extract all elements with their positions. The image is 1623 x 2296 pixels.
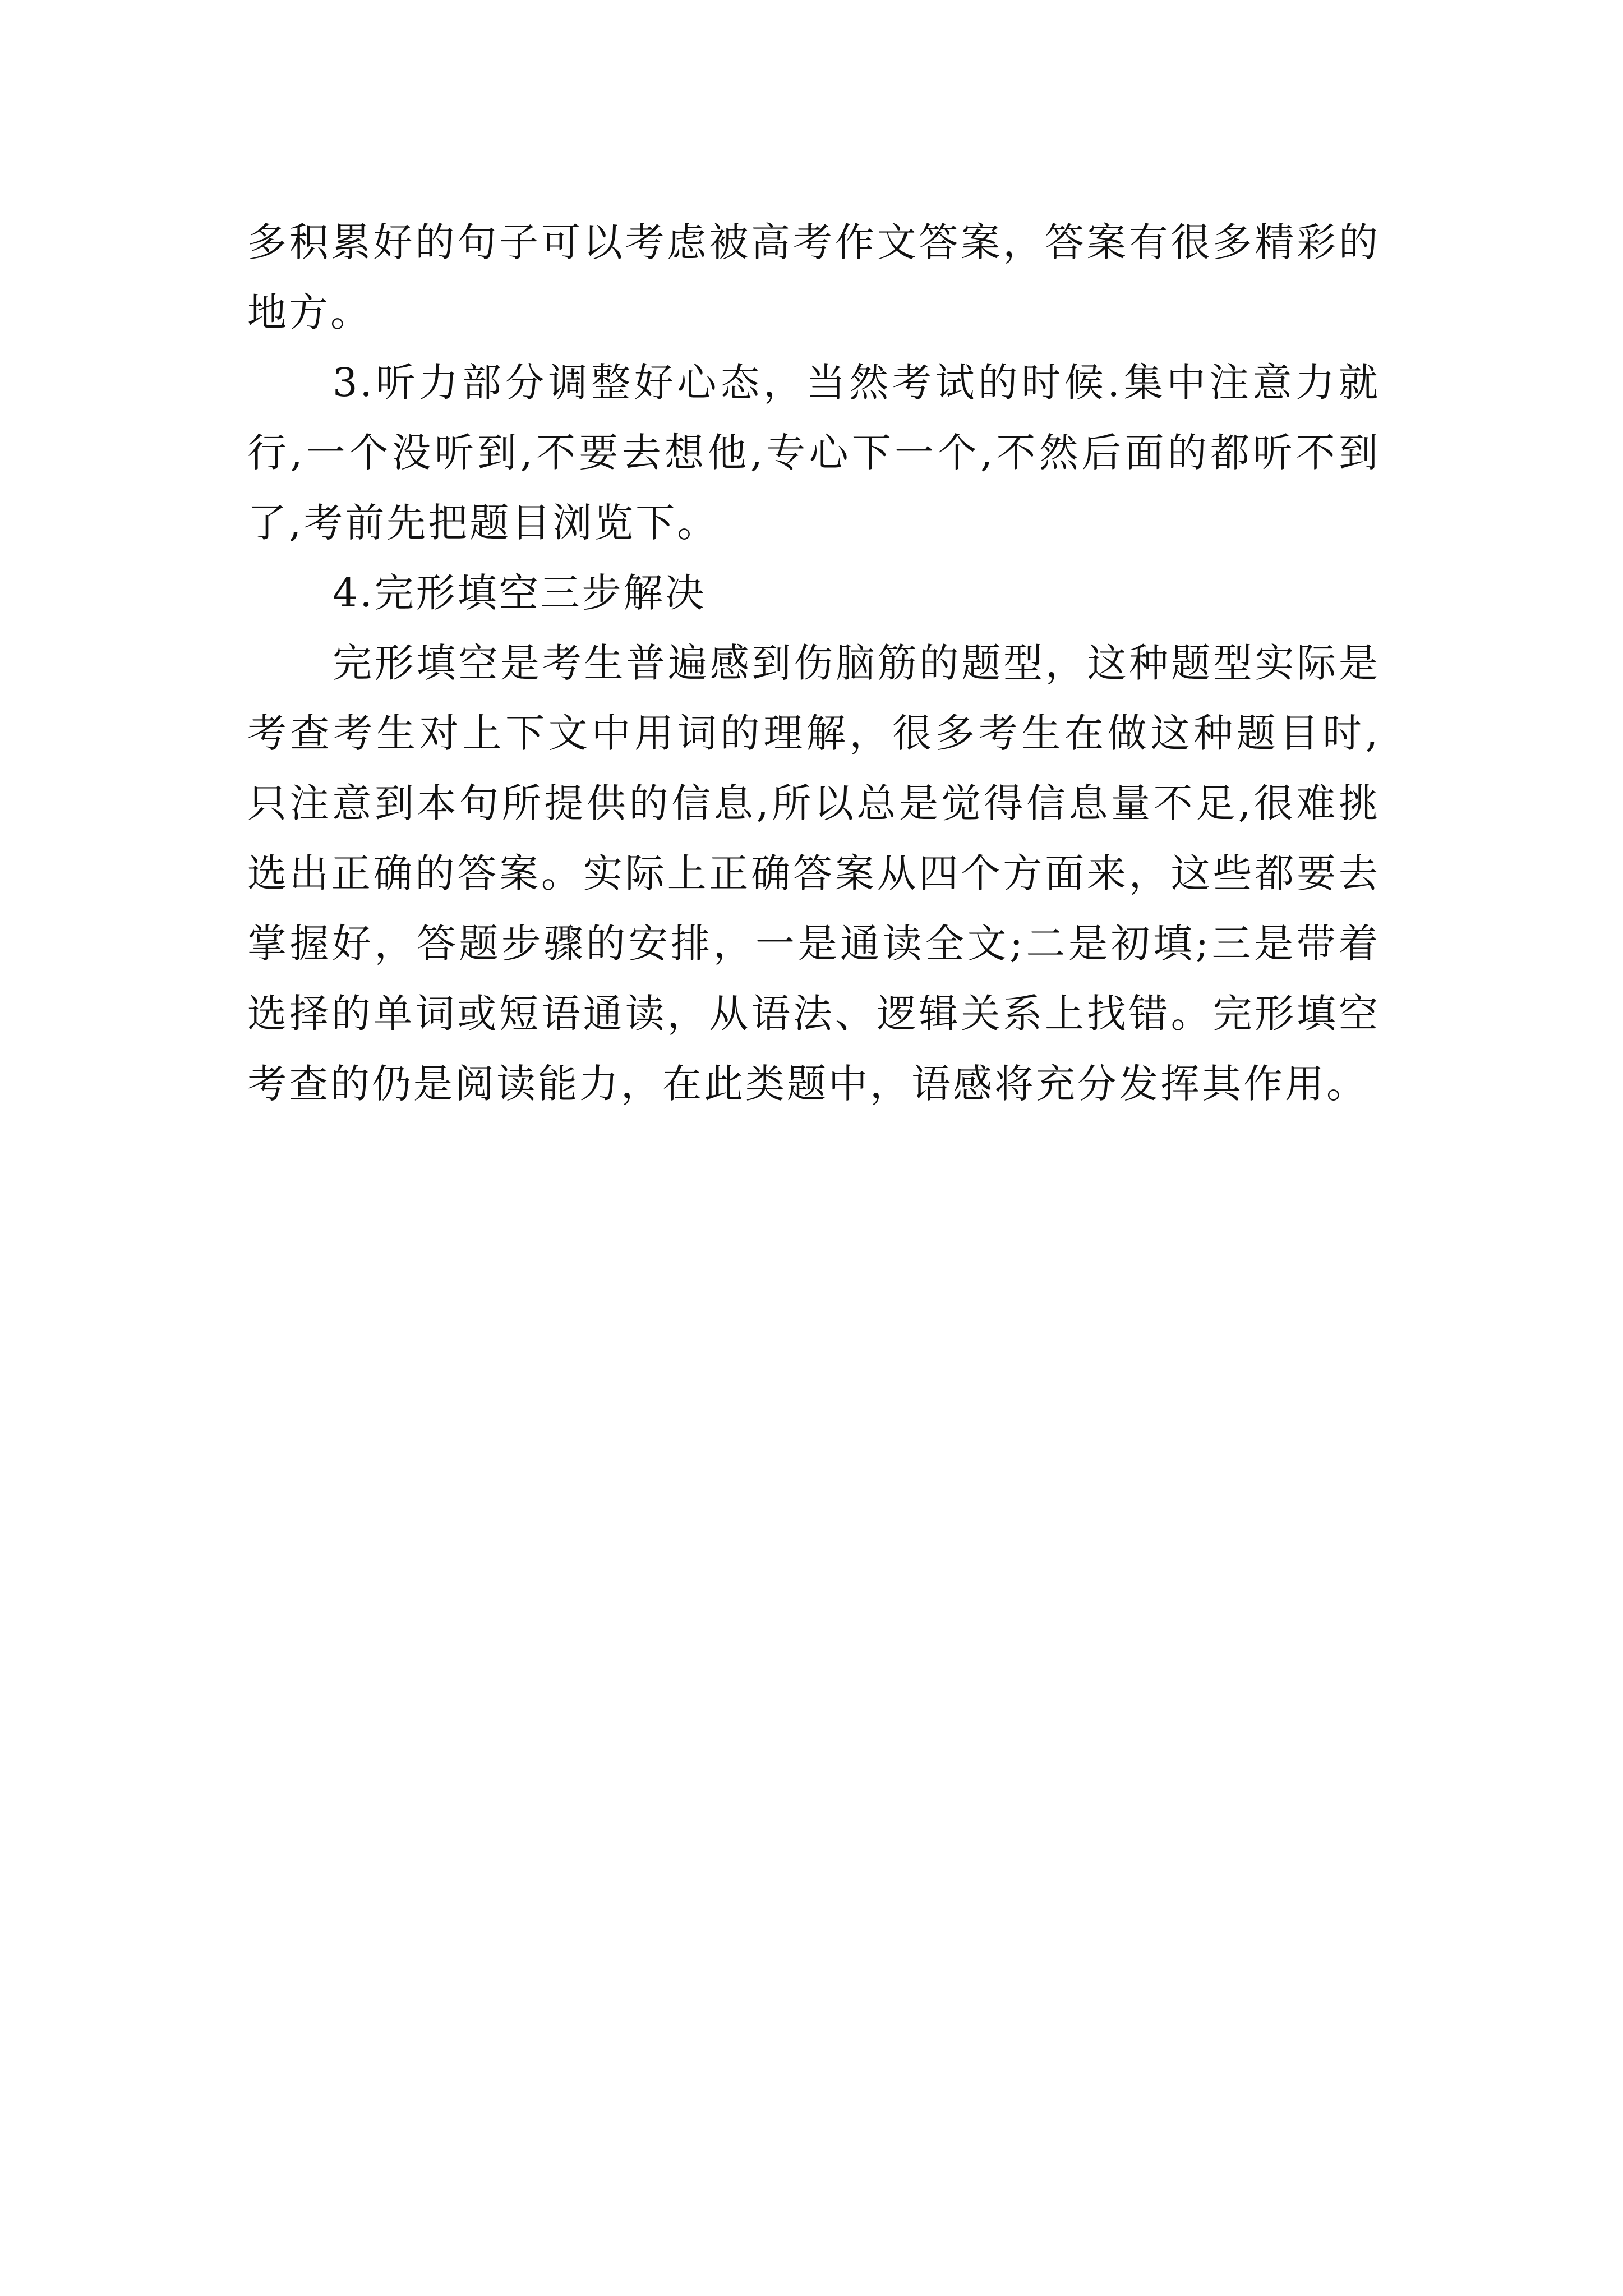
paragraph-listening-tip: 3.听力部分调整好心态，当然考试的时候.集中注意力就行,一个没听到,不要去想他,专心下一个,不然后面的都听不到了,考前先把题目浏览下。 (247, 360, 1380, 546)
paragraph-cloze-body: 完形填空是考生普遍感到伤脑筋的题型，这种题型实际是考查考生对上下文中用词的理解，很多考生在做这种题目时,只注意到本句所提供的信息,所以总是觉得信息量不足,很难挑选出正确的答案。实际上正确答案从四个方面来，这些都要去掌握好，答题步骤的安排，一是通读全文;二是初填;三是带着选择的单词或短语通读，从语法、逻辑关系上找错。完形填空考查的仍是阅读能力，在此类题中，语感将充分发挥其作用。 (247, 640, 1380, 1107)
paragraph-continuation: 多积累好的句子可以考虑被高考作文答案，答案有很多精彩的地方。 (247, 219, 1380, 335)
document-body (247, 208, 1380, 1119)
paragraph-cloze-heading: 4.完形填空三步解决 (333, 570, 707, 616)
